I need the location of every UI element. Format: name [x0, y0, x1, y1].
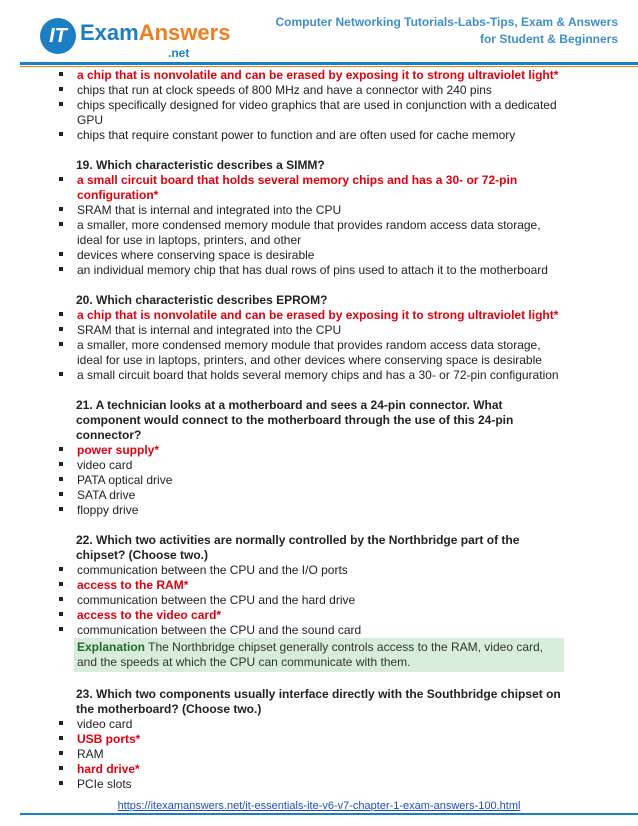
answer-option-text: a smaller, more condensed memory module that provides random access data storage, ideal for use in laptops, printers, and other — [77, 218, 541, 247]
answer-option-text: a smaller, more condensed memory module that provides random access data storage, ideal for use in laptops, printers, and other devices where conserving space is desirable — [77, 338, 542, 367]
explanation-label: Explanation — [77, 640, 146, 654]
answer-option — [0, 338, 638, 368]
answer-option — [0, 777, 638, 792]
bullet-square-icon — [59, 736, 63, 740]
answer-option — [0, 323, 638, 338]
answer-option-text: floppy drive — [77, 503, 139, 517]
logo-answers-text: Answers — [138, 20, 231, 45]
tagline-line-2: for Student & Beginners — [479, 32, 618, 46]
bullet-square-icon — [59, 462, 63, 466]
answer-option-text: access to the video card* — [77, 608, 222, 622]
answer-option-text: USB ports* — [77, 732, 141, 746]
answer-option — [0, 488, 638, 503]
bullet-square-icon — [59, 342, 63, 346]
answer-option-correct — [0, 308, 638, 323]
answer-option-text: a chip that is nonvolatile and can be erased by exposing it to strong ultraviolet light* — [77, 68, 559, 82]
answer-option-text: chips that require constant power to function and are often used for cache memory — [77, 128, 516, 142]
explanation-box — [74, 638, 564, 672]
question-title: 21. A technician looks at a motherboard and sees a 24-pin connector. What component would connect to the motherboard through the use of this 24-pin connector? — [76, 398, 514, 442]
answer-option-text: communication between the CPU and the sound card — [77, 623, 362, 637]
footer-link[interactable]: https://itexamanswers.net/it-essentials-ite-v6-v7-chapter-1-exam-answers-100.html — [117, 800, 521, 812]
logo-net-text: .net — [168, 46, 190, 60]
answer-option-correct — [0, 732, 638, 747]
question-title: 19. Which characteristic describes a SIMM? — [76, 158, 325, 172]
question-title: 22. Which two activities are normally controlled by the Northbridge part of the chipset? (Choose two.) — [76, 533, 520, 562]
question-title: 23. Which two components usually interface directly with the Southbridge chipset on the motherboard? (Choose two.) — [76, 687, 561, 716]
answer-option-text: a small circuit board that holds several memory chips and has a 30- or 72-pin configuration — [77, 368, 559, 382]
bullet-square-icon — [59, 766, 63, 770]
answer-option — [0, 458, 638, 473]
section-spacer — [0, 518, 638, 533]
answer-option — [0, 593, 638, 608]
answer-option-text: an individual memory chip that has dual rows of pins used to attach it to the motherboard — [77, 263, 548, 277]
bullet-square-icon — [59, 612, 63, 616]
section-spacer — [0, 278, 638, 293]
answer-option-correct — [0, 608, 638, 623]
answer-option — [0, 368, 638, 383]
answer-option — [0, 473, 638, 488]
site-logo[interactable] — [40, 18, 231, 60]
answer-option-text: RAM — [77, 747, 104, 761]
exam-content — [0, 68, 638, 792]
bullet-square-icon — [59, 102, 63, 106]
bullet-square-icon — [59, 207, 63, 211]
bullet-square-icon — [59, 627, 63, 631]
logo-wordmark — [80, 20, 230, 46]
answer-option-text: communication between the CPU and the hard drive — [77, 593, 356, 607]
bullet-square-icon — [59, 267, 63, 271]
answer-option-text: video card — [77, 458, 133, 472]
answer-option-correct — [0, 762, 638, 777]
answer-option — [0, 218, 638, 248]
answer-option-text: SRAM that is internal and integrated into the CPU — [77, 203, 342, 217]
bullet-square-icon — [59, 492, 63, 496]
bullet-square-icon — [59, 507, 63, 511]
answer-option — [0, 248, 638, 263]
bullet-square-icon — [59, 87, 63, 91]
bullet-square-icon — [59, 751, 63, 755]
bullet-square-icon — [59, 447, 63, 451]
logo-exam-text: Exam — [80, 20, 139, 45]
answer-option — [0, 98, 638, 128]
answer-option-text: PATA optical drive — [77, 473, 173, 487]
answer-option — [0, 503, 638, 518]
tagline-line-1: Computer Networking Tutorials-Labs-Tips, Exam & Answers — [275, 15, 618, 29]
answer-option-text: hard drive* — [77, 762, 140, 776]
answer-option-correct — [0, 443, 638, 458]
answer-option-text: SATA drive — [77, 488, 136, 502]
answer-option — [0, 128, 638, 143]
answer-option-correct — [0, 68, 638, 83]
answer-option-text: access to the RAM* — [77, 578, 189, 592]
section-spacer — [0, 383, 638, 398]
bullet-square-icon — [59, 781, 63, 785]
section-spacer — [0, 143, 638, 158]
bullet-square-icon — [59, 721, 63, 725]
answer-option — [0, 263, 638, 278]
bullet-square-icon — [59, 252, 63, 256]
answer-option — [0, 747, 638, 762]
bullet-square-icon — [59, 597, 63, 601]
header-divider-accent — [20, 66, 638, 67]
page-header — [0, 0, 638, 64]
answer-option-text: a small circuit board that holds several memory chips and has a 30- or 72-pin configuration* — [77, 173, 518, 202]
answer-option-text: power supply* — [77, 443, 160, 457]
answer-option-correct — [0, 173, 638, 203]
bullet-square-icon — [59, 567, 63, 571]
bullet-square-icon — [59, 222, 63, 226]
bullet-square-icon — [59, 72, 63, 76]
bullet-square-icon — [59, 177, 63, 181]
bullet-square-icon — [59, 327, 63, 331]
bullet-square-icon — [59, 372, 63, 376]
section-spacer — [0, 672, 638, 687]
bullet-square-icon — [59, 477, 63, 481]
answer-option-text: communication between the CPU and the I/O ports — [77, 563, 348, 577]
logo-mark-icon: IT — [40, 18, 76, 54]
site-tagline — [275, 14, 618, 48]
footer-divider — [20, 813, 638, 815]
question-title: 20. Which characteristic describes EPROM? — [76, 293, 328, 307]
answer-option — [0, 623, 638, 638]
answer-option-text: a chip that is nonvolatile and can be erased by exposing it to strong ultraviolet light* — [77, 308, 559, 322]
bullet-square-icon — [59, 312, 63, 316]
answer-option-text: chips that run at clock speeds of 800 MHz and have a connector with 240 pins — [77, 83, 492, 97]
answer-option-text: devices where conserving space is desirable — [77, 248, 315, 262]
answer-option — [0, 83, 638, 98]
answer-option-correct — [0, 578, 638, 593]
header-divider — [20, 62, 638, 65]
answer-option-text: SRAM that is internal and integrated into the CPU — [77, 323, 342, 337]
answer-option — [0, 563, 638, 578]
answer-option — [0, 717, 638, 732]
bullet-square-icon — [59, 132, 63, 136]
answer-option-text: video card — [77, 717, 133, 731]
bullet-square-icon — [59, 582, 63, 586]
answer-option — [0, 203, 638, 218]
answer-option-text: chips specifically designed for video graphics that are used in conjunction with a dedicated GPU — [77, 98, 557, 127]
explanation-text: The Northbridge chipset generally controls access to the RAM, video card, and the speeds at which the CPU can communicate with them. — [77, 640, 543, 669]
answer-option-text: PCIe slots — [77, 777, 132, 791]
